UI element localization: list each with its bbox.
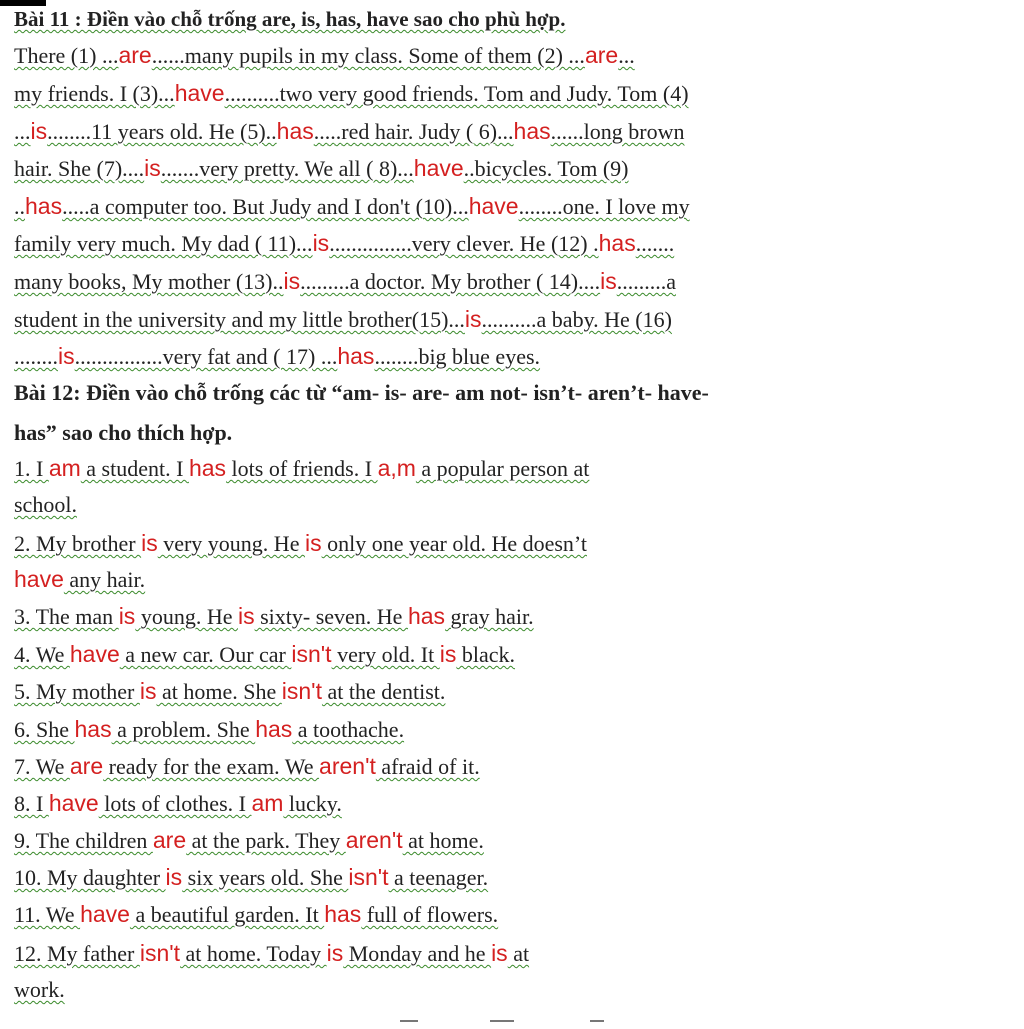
text-line (14, 901, 498, 928)
text-line (14, 492, 77, 518)
question-text: any hair. (63, 567, 146, 592)
question-text: my friends. I (3)... (14, 81, 175, 106)
answer-text: is (464, 306, 482, 332)
question-text: ........ (14, 344, 58, 369)
text-line (14, 678, 445, 705)
text-line (14, 566, 145, 593)
answer-text: am (48, 455, 81, 481)
exercise-11-title: Bài 11 : Điền vào chỗ trống are, is, has, have sao cho phù hợp. (14, 7, 566, 31)
exercise-12-title-line1: Bài 12: Điền vào chỗ trống các từ “am- is- are- am not- isn’t- aren’t- have- (14, 380, 709, 405)
question-text: .....red hair. Judy ( 6)... (313, 119, 514, 144)
question-text: ... (618, 43, 635, 68)
answer-text: has (25, 193, 63, 219)
question-text: gray hair. (445, 604, 534, 629)
answer-text: is (326, 940, 344, 966)
question-text: ................very fat and ( 17) ... (74, 344, 338, 369)
text-line (14, 530, 587, 557)
answer-text: is (165, 864, 183, 890)
text-line (14, 455, 589, 482)
answer-text: are (584, 42, 619, 68)
question-text: 4. We (14, 642, 70, 667)
question-text: sixty- seven. He (254, 604, 408, 629)
exercise-12-title-line2: has” sao cho thích hợp. (14, 420, 233, 445)
question-text: at home. Today (180, 941, 327, 966)
answer-text: is (600, 268, 617, 294)
text-line (14, 790, 342, 817)
answer-text: has (276, 118, 314, 144)
text-line (14, 753, 480, 780)
answer-text: are (118, 42, 152, 68)
answer-text: have (69, 641, 120, 667)
question-text: ......long brown (550, 119, 685, 144)
question-text: work. (14, 977, 65, 1002)
question-text: student in the university and my little brother(15)... (14, 307, 465, 332)
answer-text: is (144, 155, 161, 181)
answer-text: a,m (377, 455, 416, 481)
answer-text: is (58, 343, 75, 369)
question-text: ....... (635, 231, 675, 256)
question-text: at the dentist. (321, 679, 446, 704)
answer-text: is (304, 530, 322, 556)
question-text: lucky. (283, 791, 342, 816)
question-text: lots of clothes. I (98, 791, 252, 816)
question-text: 8. I (14, 791, 49, 816)
text-line (14, 306, 672, 333)
question-text: ..bicycles. Tom (9) (463, 156, 629, 181)
answer-text: is (237, 603, 255, 629)
question-text: 3. The man (14, 604, 119, 629)
answer-text: is (139, 678, 157, 704)
text-line (14, 193, 690, 220)
question-text: 12. My father (14, 941, 140, 966)
question-text: only one year old. He doesn’t (321, 531, 587, 556)
answer-text: isn't (348, 864, 389, 890)
answer-text: have (14, 566, 64, 592)
question-text: a student. I (80, 456, 189, 481)
answer-text: has (188, 455, 227, 481)
question-text: school. (14, 492, 77, 517)
question-text: a beautiful garden. It (129, 902, 325, 927)
answer-text: has (255, 716, 293, 742)
question-text: lots of friends. I (226, 456, 378, 481)
answer-text: is (439, 641, 457, 667)
question-text: hair. She (7).... (14, 156, 145, 181)
question-text: full of flowers. (361, 902, 499, 927)
answer-text: isn't (281, 678, 322, 704)
answer-text: is (30, 118, 48, 144)
text-line (14, 343, 540, 370)
question-text: .....a computer too. But Judy and I don't (10)... (62, 194, 469, 219)
text-line (14, 268, 676, 295)
question-text: ........big blue eyes. (374, 344, 541, 369)
answer-text: am (251, 790, 284, 816)
question-text: ..........two very good friends. Tom and Judy. Tom (4) (224, 81, 689, 106)
question-text: black. (456, 642, 516, 667)
question-text: 6. She (14, 717, 75, 742)
question-text: very old. It (331, 642, 440, 667)
question-text: 1. I (14, 456, 49, 481)
text-line (14, 230, 674, 257)
answer-text: have (48, 790, 99, 816)
question-text: ......many pupils in my class. Some of them (2) ... (151, 43, 585, 68)
question-text: young. He (135, 604, 238, 629)
question-text: ........one. I love my (518, 194, 690, 219)
question-text: ........11 years old. He (5).. (47, 119, 277, 144)
text-line (14, 603, 534, 630)
answer-text: is (312, 230, 330, 256)
question-text: family very much. My dad ( 11)... (14, 231, 313, 256)
question-text: a toothache. (292, 717, 405, 742)
question-text: afraid of it. (375, 754, 480, 779)
answer-text: has (513, 118, 551, 144)
answer-text: has (407, 603, 446, 629)
answer-text: has (324, 901, 362, 927)
question-text: 7. We (14, 754, 70, 779)
answer-text: is (491, 940, 508, 966)
question-text: There (1) ... (14, 43, 119, 68)
text-line (14, 641, 515, 668)
question-text: ready for the exam. We (103, 754, 320, 779)
answer-text: have (468, 193, 519, 219)
answer-text: isn't (291, 641, 332, 667)
question-text: a teenager. (388, 865, 489, 890)
answer-text: is (118, 603, 136, 629)
question-text: .. (14, 194, 25, 219)
bottom-dash (400, 1020, 418, 1022)
question-text: a popular person at (415, 456, 590, 481)
question-text: at (507, 941, 530, 966)
question-text: very young. He (157, 531, 305, 556)
answer-text: is (141, 530, 158, 556)
question-text: at the park. They (186, 828, 346, 853)
answer-text: has (74, 716, 112, 742)
text-line (14, 80, 689, 107)
question-text: 11. We (14, 902, 81, 927)
answer-text: have (80, 901, 130, 927)
text-line (14, 155, 629, 182)
bottom-dash (490, 1020, 514, 1022)
question-text: a new car. Our car (119, 642, 292, 667)
answer-text: has (337, 343, 375, 369)
question-text: a problem. She (111, 717, 256, 742)
text-line (14, 977, 65, 1003)
question-text: Monday and he (343, 941, 492, 966)
question-text: ... (14, 119, 31, 144)
text-line (14, 864, 488, 891)
question-text: ..........a baby. He (16) (481, 307, 672, 332)
question-text: 2. My brother (14, 531, 142, 556)
question-text: 5. My mother (14, 679, 140, 704)
answer-text: aren't (319, 753, 376, 779)
answer-text: have (174, 80, 225, 106)
question-text: 9. The children (14, 828, 153, 853)
bottom-dash (590, 1020, 604, 1022)
question-text: .........a (616, 269, 676, 294)
question-text: 10. My daughter (14, 865, 166, 890)
question-text: at home. She (156, 679, 282, 704)
answer-text: are (69, 753, 104, 779)
text-line (14, 118, 684, 145)
answer-text: aren't (345, 827, 403, 853)
question-text: .......very pretty. We all ( 8)... (160, 156, 414, 181)
answer-text: are (152, 827, 187, 853)
answer-text: have (413, 155, 464, 181)
text-line (14, 716, 404, 743)
question-text: ...............very clever. He (12) . (329, 231, 599, 256)
question-text: six years old. She (182, 865, 349, 890)
question-text: many books, My mother (13).. (14, 269, 284, 294)
answer-text: isn't (139, 940, 181, 966)
answer-text: has (598, 230, 636, 256)
text-line (14, 42, 635, 69)
text-line (14, 827, 484, 854)
answer-text: is (283, 268, 301, 294)
question-text: at home. (402, 828, 484, 853)
text-line (14, 940, 529, 967)
question-text: .........a doctor. My brother ( 14).... (300, 269, 601, 294)
